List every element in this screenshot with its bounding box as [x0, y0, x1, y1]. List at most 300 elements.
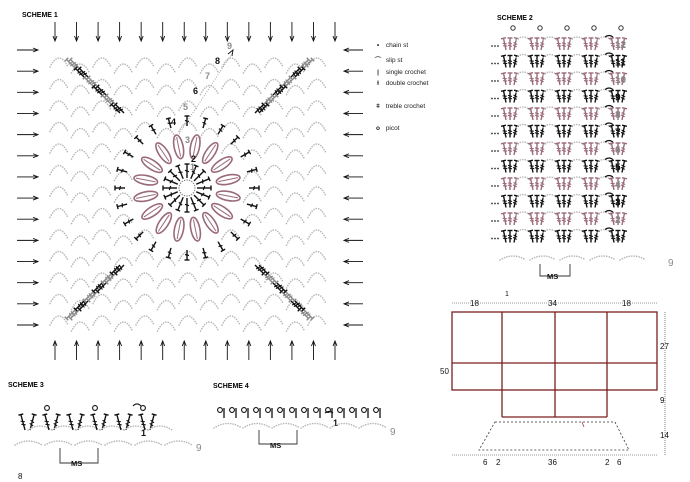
chain-arch	[93, 295, 111, 304]
chain-arch	[136, 273, 154, 282]
row-treble-crochet	[539, 230, 546, 243]
chain-arch	[222, 101, 240, 110]
stitch-top	[622, 55, 627, 56]
stitch-stem	[291, 69, 299, 77]
chain-stitch	[497, 238, 499, 240]
stitch-top	[609, 55, 614, 56]
legend-label: chain st	[385, 42, 409, 49]
chain-arch	[265, 252, 283, 261]
legend-double	[372, 80, 428, 87]
row-chain-arch	[570, 107, 584, 110]
chain-arch	[244, 129, 262, 138]
stitch-bar	[185, 255, 189, 256]
row-chain-arch	[597, 72, 611, 75]
row-treble-crochet	[508, 73, 513, 85]
row-treble-crochet	[535, 91, 540, 103]
stitch-top	[164, 177, 166, 182]
stitch-bar	[535, 45, 539, 46]
row-treble-crochet	[593, 90, 600, 103]
chain-arch	[179, 123, 197, 132]
chain-stitch	[494, 63, 496, 65]
row-chain-arch	[570, 55, 584, 58]
stitch-stem	[71, 310, 79, 318]
row-treble-crochet	[512, 160, 519, 173]
round-number: 8	[215, 56, 221, 66]
chain-stitch	[491, 115, 493, 117]
stitch-bar	[508, 168, 512, 169]
row-treble-crochet	[512, 143, 519, 156]
chain-arch	[115, 236, 133, 245]
row-chain-arch	[516, 160, 530, 163]
stitch-bar	[535, 165, 539, 166]
stitch-bar	[535, 185, 539, 186]
stitch-bar	[535, 78, 539, 79]
stitch-top	[166, 257, 171, 258]
legend-label: double crochet	[385, 80, 429, 87]
stitch-bar	[589, 98, 593, 99]
picot-icon	[619, 26, 623, 30]
stitch-top	[555, 213, 560, 214]
stitch-bar	[535, 95, 539, 96]
stitch-bar	[562, 220, 566, 221]
row-chain-arch	[597, 107, 611, 110]
stitch-bar	[589, 220, 593, 221]
row-treble-crochet	[593, 38, 600, 51]
row-chain-arch	[543, 72, 557, 75]
row-treble-crochet	[566, 55, 573, 68]
stitch-top	[555, 55, 560, 56]
chain-arch	[222, 58, 240, 67]
chain-arch	[201, 258, 219, 267]
stitch-top	[622, 213, 627, 214]
row-chain-arch	[516, 195, 530, 198]
scheme3-diagram	[10, 400, 210, 480]
stitch-top	[609, 178, 614, 179]
stitch-stem	[89, 78, 97, 86]
picot-icon	[511, 26, 515, 30]
chain-arch	[50, 123, 68, 132]
chain-arch	[222, 252, 240, 261]
stitch-stem	[98, 283, 106, 291]
row-treble-crochet	[566, 73, 573, 86]
row-chain-arch	[543, 177, 557, 180]
row-number: 8	[615, 110, 621, 121]
stitch-bar	[535, 183, 539, 184]
row-treble-crochet	[562, 126, 567, 138]
stitch-top	[138, 414, 143, 415]
stitch-bar	[535, 60, 539, 61]
stitch-stem	[21, 415, 25, 430]
row-chain-arch	[597, 125, 611, 128]
row-treble-crochet	[589, 73, 594, 85]
row-treble-crochet	[589, 56, 594, 68]
stitch-bar	[508, 80, 512, 81]
row-treble-crochet	[508, 91, 513, 103]
stitch-bar	[535, 43, 539, 44]
picot-icon	[290, 408, 295, 413]
stitch-bar	[535, 113, 539, 114]
dim-top-tick: 1	[505, 291, 509, 298]
stitch-top	[609, 108, 614, 109]
stitch-bar	[185, 204, 189, 205]
round-number: 9	[227, 41, 233, 51]
stitch-top	[501, 73, 506, 74]
treble-crochet-icon: ǂ	[376, 103, 380, 110]
row-treble-crochet	[620, 143, 627, 156]
stitch-top	[117, 167, 118, 172]
row-treble-crochet	[512, 108, 519, 121]
chain-arch	[308, 123, 326, 132]
row-treble-crochet	[508, 178, 513, 190]
scheme2-rows	[491, 26, 627, 243]
stitch-top	[114, 414, 119, 415]
chain-arch	[50, 252, 68, 261]
row-treble-crochet	[512, 38, 519, 51]
round3-double-crochet	[123, 150, 134, 159]
chain-arch	[50, 187, 68, 196]
stitch-stem	[300, 60, 308, 68]
chain-arch	[265, 209, 283, 218]
row-treble-crochet	[539, 160, 546, 173]
stitch-bar	[562, 150, 566, 151]
stitch-bar	[562, 43, 566, 44]
stitch-bar	[562, 113, 566, 114]
petal	[172, 134, 186, 159]
stitch-bar	[589, 235, 593, 236]
stitch-top	[194, 209, 199, 211]
stitch-top	[164, 195, 166, 200]
scheme4-base-arch	[214, 424, 242, 429]
row-chain-arch	[516, 125, 530, 128]
chain-arch	[201, 301, 219, 310]
row-chain-arch	[570, 90, 584, 93]
stitch-bar	[535, 133, 539, 134]
stitch-top	[528, 90, 533, 91]
stitch-bar	[589, 168, 593, 169]
slip-stitch-icon	[605, 36, 613, 38]
chain-arch	[287, 322, 305, 331]
chain-arch	[72, 322, 90, 331]
row-chain-arch	[543, 195, 557, 198]
chain-arch	[179, 273, 197, 282]
row-treble-crochet	[501, 230, 508, 243]
chain-arch	[136, 295, 154, 304]
slip-stitch-icon	[605, 193, 613, 195]
row-number: 5	[615, 162, 621, 174]
chain-arch	[287, 215, 305, 224]
row-chain-arch	[597, 90, 611, 93]
row-treble-crochet	[566, 195, 573, 208]
chain-arch	[115, 129, 133, 138]
row-number: 7	[615, 127, 621, 139]
chain-stitch	[491, 238, 493, 240]
chain-arch	[136, 58, 154, 67]
stitch-bar	[535, 80, 539, 81]
chain-stitch	[497, 185, 499, 187]
picot-icon	[266, 408, 271, 413]
row-treble-crochet	[620, 213, 627, 226]
stitch-bar	[508, 133, 512, 134]
stitch-stem	[273, 283, 281, 291]
stitch-top	[501, 38, 506, 39]
stitch-top	[609, 38, 614, 39]
row-treble-crochet	[589, 108, 594, 120]
dim-bottom-1: 6	[483, 458, 488, 467]
stitch-stem	[300, 310, 308, 318]
stitch-bar	[562, 63, 566, 64]
scheme4-diagram	[212, 402, 412, 457]
chain-arch	[93, 58, 111, 67]
slip-stitch-icon	[605, 88, 613, 90]
row-chain-arch	[570, 230, 584, 233]
row-treble-crochet	[535, 231, 540, 243]
stitch-bar	[535, 238, 539, 239]
stitch-bar	[589, 148, 593, 149]
row-number: 6	[615, 145, 621, 156]
chain-stitch	[497, 80, 499, 82]
row-chain-arch	[570, 37, 584, 40]
stitch-top	[609, 73, 614, 74]
row-treble-crochet	[535, 56, 540, 68]
stitch-bar	[535, 63, 539, 64]
row-number: 10	[615, 75, 627, 86]
chain-stitch	[497, 150, 499, 152]
petal	[133, 190, 158, 204]
chain-arch	[158, 322, 176, 331]
dim-right-bottom: 14	[660, 431, 669, 440]
ms-label: MS	[547, 272, 559, 281]
chain-arch	[72, 279, 90, 288]
row-treble-crochet	[539, 108, 546, 121]
chain-arch	[244, 258, 262, 267]
row-treble-crochet	[566, 230, 573, 243]
stitch-top	[32, 414, 37, 415]
row-treble-crochet	[562, 231, 567, 243]
chain-arch	[50, 166, 68, 175]
chain-stitch	[494, 220, 496, 222]
row-treble-crochet	[512, 178, 519, 191]
scheme3-base-arch	[105, 441, 132, 445]
row-chain-arch	[516, 212, 530, 215]
row-treble-crochet	[501, 73, 508, 86]
row-number: 9	[615, 92, 621, 104]
legend-slip	[372, 55, 402, 64]
chain-arch	[265, 316, 283, 325]
stitch-stem	[273, 87, 281, 95]
chain-arch	[265, 166, 283, 175]
row-treble-crochet	[539, 195, 546, 208]
stitch-top	[501, 213, 506, 214]
stitch-top	[582, 230, 587, 231]
stitch-bar	[535, 203, 539, 204]
stitch-stem	[291, 301, 299, 309]
picot-icon	[538, 26, 542, 30]
slip-stitch-icon	[605, 158, 613, 160]
row-number: 11	[615, 57, 626, 69]
chain-arch	[265, 230, 283, 239]
row-treble-crochet	[589, 178, 594, 190]
row-chain-arch	[516, 55, 530, 58]
chain-stitch	[497, 203, 499, 205]
row-chain-arch	[597, 195, 611, 198]
chain-arch	[287, 150, 305, 159]
legend-picot	[372, 125, 400, 132]
stitch-bar	[508, 60, 512, 61]
stitch-bar	[589, 115, 593, 116]
stitch-top	[609, 230, 614, 231]
chain-arch	[308, 295, 326, 304]
dim-left: 50	[440, 367, 449, 376]
chain-arch	[287, 172, 305, 181]
stitch-top	[622, 195, 627, 196]
row-treble-crochet	[589, 38, 594, 50]
peplum-arrow-icon	[582, 422, 584, 427]
stitch-bar	[535, 235, 539, 236]
stitch-top	[555, 125, 560, 126]
chain-arch	[158, 301, 176, 310]
stitch-bar	[562, 78, 566, 79]
row-treble-crochet	[512, 213, 519, 226]
stitch-top	[582, 125, 587, 126]
stitch-top	[622, 178, 627, 179]
stitch-bar	[535, 218, 539, 219]
stitch-bar	[562, 168, 566, 169]
chain-arch	[308, 80, 326, 89]
row-treble-crochet	[589, 91, 594, 103]
chain-arch	[72, 129, 90, 138]
chain-arch	[50, 144, 68, 153]
stitch-top	[501, 178, 506, 179]
row-chain-arch	[543, 37, 557, 40]
row-treble-crochet	[508, 161, 513, 173]
dim-bottom-2: 2	[496, 458, 501, 467]
chain-arch	[115, 193, 133, 202]
slip-stitch-icon	[605, 123, 613, 125]
repeat-number: 9	[196, 443, 202, 454]
row-chain-arch	[516, 72, 530, 75]
legend-label: picot	[385, 125, 400, 132]
row-treble-crochet	[593, 195, 600, 208]
legend-treble	[372, 103, 425, 110]
stitch-bar	[562, 203, 566, 204]
legend-chain	[372, 42, 408, 49]
stitch-top	[582, 160, 587, 161]
row-treble-crochet	[501, 195, 508, 208]
scheme4-base-arch	[272, 424, 300, 429]
row-treble-crochet	[589, 196, 594, 208]
round3-double-crochet	[185, 116, 190, 126]
chain-arch	[308, 209, 326, 218]
stitch-bar	[562, 200, 566, 201]
chain-stitch	[491, 203, 493, 205]
stitch-bar	[562, 98, 566, 99]
base-chain-arch	[530, 256, 556, 260]
chain-arch	[50, 209, 68, 218]
stitch-stem	[282, 292, 290, 300]
chain-arch	[308, 144, 326, 153]
stitch-top	[128, 414, 133, 415]
chain-arch	[115, 172, 133, 181]
stitch-top	[501, 108, 506, 109]
stitch-top	[66, 414, 71, 415]
row-treble-crochet	[593, 108, 600, 121]
chain-arch	[158, 279, 176, 288]
round-number: 2	[191, 154, 197, 164]
chain-stitch	[491, 98, 493, 100]
stitch-bar	[589, 78, 593, 79]
row-chain-arch	[543, 107, 557, 110]
chain-stitch	[497, 115, 499, 117]
ms-label: MS	[270, 441, 282, 450]
picot-icon	[242, 408, 247, 413]
legend-label: treble crochet	[385, 103, 426, 110]
stitch-bar	[508, 238, 512, 239]
chain-arch	[308, 166, 326, 175]
row-treble-crochet	[562, 73, 567, 85]
stitch-top	[176, 165, 181, 167]
chain-arch	[136, 252, 154, 261]
row-treble-crochet	[566, 160, 573, 173]
round-number: 7	[205, 71, 211, 81]
stitch-top	[582, 143, 587, 144]
stitch-top	[256, 204, 257, 209]
row-treble-crochet	[512, 195, 519, 208]
stitch-bar	[589, 218, 593, 219]
row-treble-crochet	[501, 55, 508, 68]
picot-icon	[141, 406, 146, 411]
stitch-bar	[589, 80, 593, 81]
petal-stem	[193, 219, 197, 239]
row-chain-arch	[597, 160, 611, 163]
row-treble-crochet	[562, 196, 567, 208]
row-chain-arch	[543, 55, 557, 58]
petal-stem	[177, 137, 181, 157]
round3-double-crochet	[249, 186, 259, 191]
chain-arch	[72, 86, 90, 95]
row-treble-crochet	[593, 143, 600, 156]
stitch-bar	[508, 183, 512, 184]
petal-stem	[136, 178, 156, 182]
stitch-top	[609, 125, 614, 126]
picot-icon	[278, 408, 283, 413]
scheme1-corner-stitches	[65, 58, 315, 321]
row-number: 12	[615, 40, 627, 51]
round1-double-crochet	[197, 186, 211, 191]
row-treble-crochet	[501, 160, 508, 173]
stitch-bar	[508, 200, 512, 201]
chain-stitch	[494, 98, 496, 100]
chain-arch	[115, 322, 133, 331]
stitch-stem	[80, 69, 88, 77]
row-treble-crochet	[566, 90, 573, 103]
row-treble-crochet	[562, 161, 567, 173]
stitch-bar	[562, 45, 566, 46]
row-chain-arch	[516, 90, 530, 93]
round-number: 1	[190, 162, 196, 172]
petal	[133, 173, 158, 186]
stitch-top	[104, 414, 109, 415]
stitch-bar	[589, 133, 593, 134]
chain-arch	[308, 58, 326, 67]
chain-arch	[93, 166, 111, 175]
stitch-top	[609, 90, 614, 91]
chain-arch	[93, 187, 111, 196]
stitch-bar	[169, 186, 170, 190]
stitch-top	[609, 195, 614, 196]
row-chain-arch	[570, 212, 584, 215]
row-treble-crochet	[508, 126, 513, 138]
chain-arch	[201, 279, 219, 288]
